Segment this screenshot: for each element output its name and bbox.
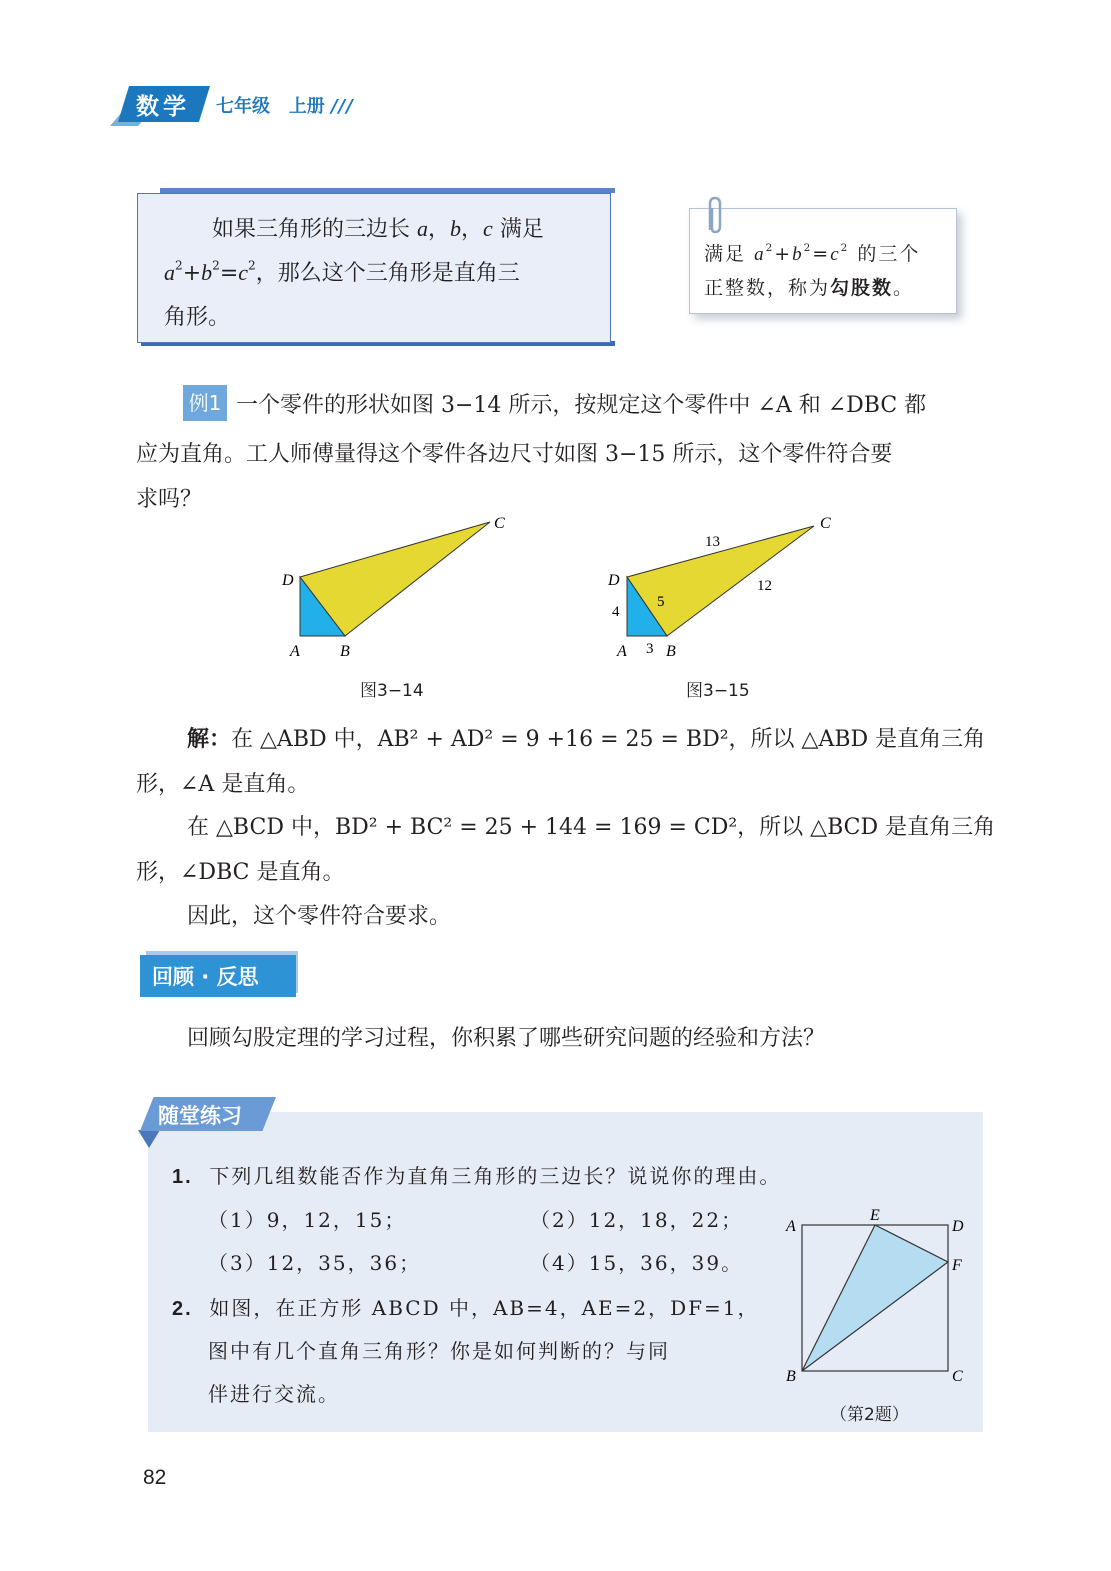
header-grade-volume: 七年级 上册 /// (216, 96, 354, 117)
q1-option-1: （1）9，12，15； (208, 1208, 407, 1232)
solution-line-2: 形，∠A 是直角。 (136, 772, 310, 797)
note-card (689, 208, 957, 314)
length-ad: 4 (612, 604, 620, 620)
example-line-3: 求吗？ (136, 487, 203, 512)
label-b: B (786, 1368, 796, 1385)
length-bc: 12 (757, 578, 772, 594)
label-d: D (282, 572, 294, 589)
review-text: 回顾勾股定理的学习过程，你积累了哪些研究问题的经验和方法？ (187, 1026, 826, 1051)
label-c: C (494, 515, 505, 532)
label-e: E (870, 1207, 880, 1224)
figure-3-15 (600, 510, 850, 660)
question-1: 1. 下列几组数能否作为直角三角形的三边长？说说你的理由。 (172, 1164, 782, 1188)
page-number: 82 (143, 1466, 167, 1489)
question-2: 2. 如图，在正方形 ABCD 中，AB=4，AE=2，DF=1， (172, 1296, 760, 1320)
theorem-line-2: $a^2+b^2=c^2$，那么这个三角形是直角三 (164, 258, 520, 286)
length-ab: 3 (646, 641, 654, 657)
solution-line-1: 解：在 △ABD 中，AB² + AD² = 9 +16 = 25 = BD²，所以 △ABD 是直角三角 (187, 727, 986, 752)
solution-line-3: 在 △BCD 中，BD² + BC² = 25 + 144 = 169 = CD²，所以 △BCD 是直角三角 (187, 815, 996, 840)
theorem-box (137, 193, 611, 343)
q1-option-2: （2）12，18，22； (530, 1208, 744, 1232)
practice-title: 随堂练习 (158, 1104, 242, 1128)
label-c: C (952, 1368, 963, 1385)
note-line-1: 满足 $a^2+b^2=c^2$ 的三个 (704, 242, 921, 265)
example-line-1: 一个零件的形状如图 3−14 所示，按规定这个零件中 ∠A 和 ∠DBC 都 (236, 393, 927, 418)
label-f: F (952, 1257, 962, 1274)
solution-line-4: 形，∠DBC 是直角。 (136, 860, 345, 885)
question-2-line-2: 图中有几个直角三角形？你是如何判断的？与同 (208, 1339, 670, 1363)
label-c: C (820, 515, 831, 532)
theorem-line-3: 角形。 (164, 305, 231, 330)
square-figure (780, 1200, 970, 1400)
label-a: A (290, 643, 300, 660)
label-a: A (617, 643, 627, 660)
square-figure-caption: （第2题） (830, 1405, 909, 1425)
review-title: 回顾 · 反思 (152, 965, 259, 989)
theorem-line-1: 如果三角形的三边长 a，b，c 满足 (212, 216, 544, 242)
note-equation: $a^2+b^2=c^2$ (754, 242, 850, 265)
header-subject: 数学 (136, 94, 190, 120)
example-line-2: 应为直角。工人师傅量得这个零件各边尺寸如图 3−15 所示，这个零件符合要 (136, 442, 893, 467)
solution-line-5: 因此，这个零件符合要求。 (187, 904, 452, 929)
note-line-2: 正整数，称为勾股数。 (704, 277, 915, 299)
length-cd: 13 (705, 534, 720, 550)
label-a: A (786, 1218, 796, 1235)
label-b: B (666, 643, 676, 660)
label-d: D (608, 572, 620, 589)
example-tag: 例1 (183, 385, 227, 421)
length-bd: 5 (657, 594, 665, 610)
label-b: B (340, 643, 350, 660)
figure-3-14-caption: 图3−14 (360, 681, 424, 701)
q1-option-4: （4）15，36，39。 (530, 1251, 744, 1275)
figure-3-15-caption: 图3−15 (686, 681, 750, 701)
triangle-bef (802, 1225, 948, 1371)
figure-3-14 (280, 510, 520, 660)
pythagorean-equation: $a^2+b^2=c^2$ (164, 258, 256, 286)
paperclip-icon (702, 196, 726, 236)
question-2-line-3: 伴进行交流。 (208, 1382, 340, 1406)
q1-option-3: （3）12，35，36； (208, 1251, 422, 1275)
label-d: D (952, 1218, 964, 1235)
